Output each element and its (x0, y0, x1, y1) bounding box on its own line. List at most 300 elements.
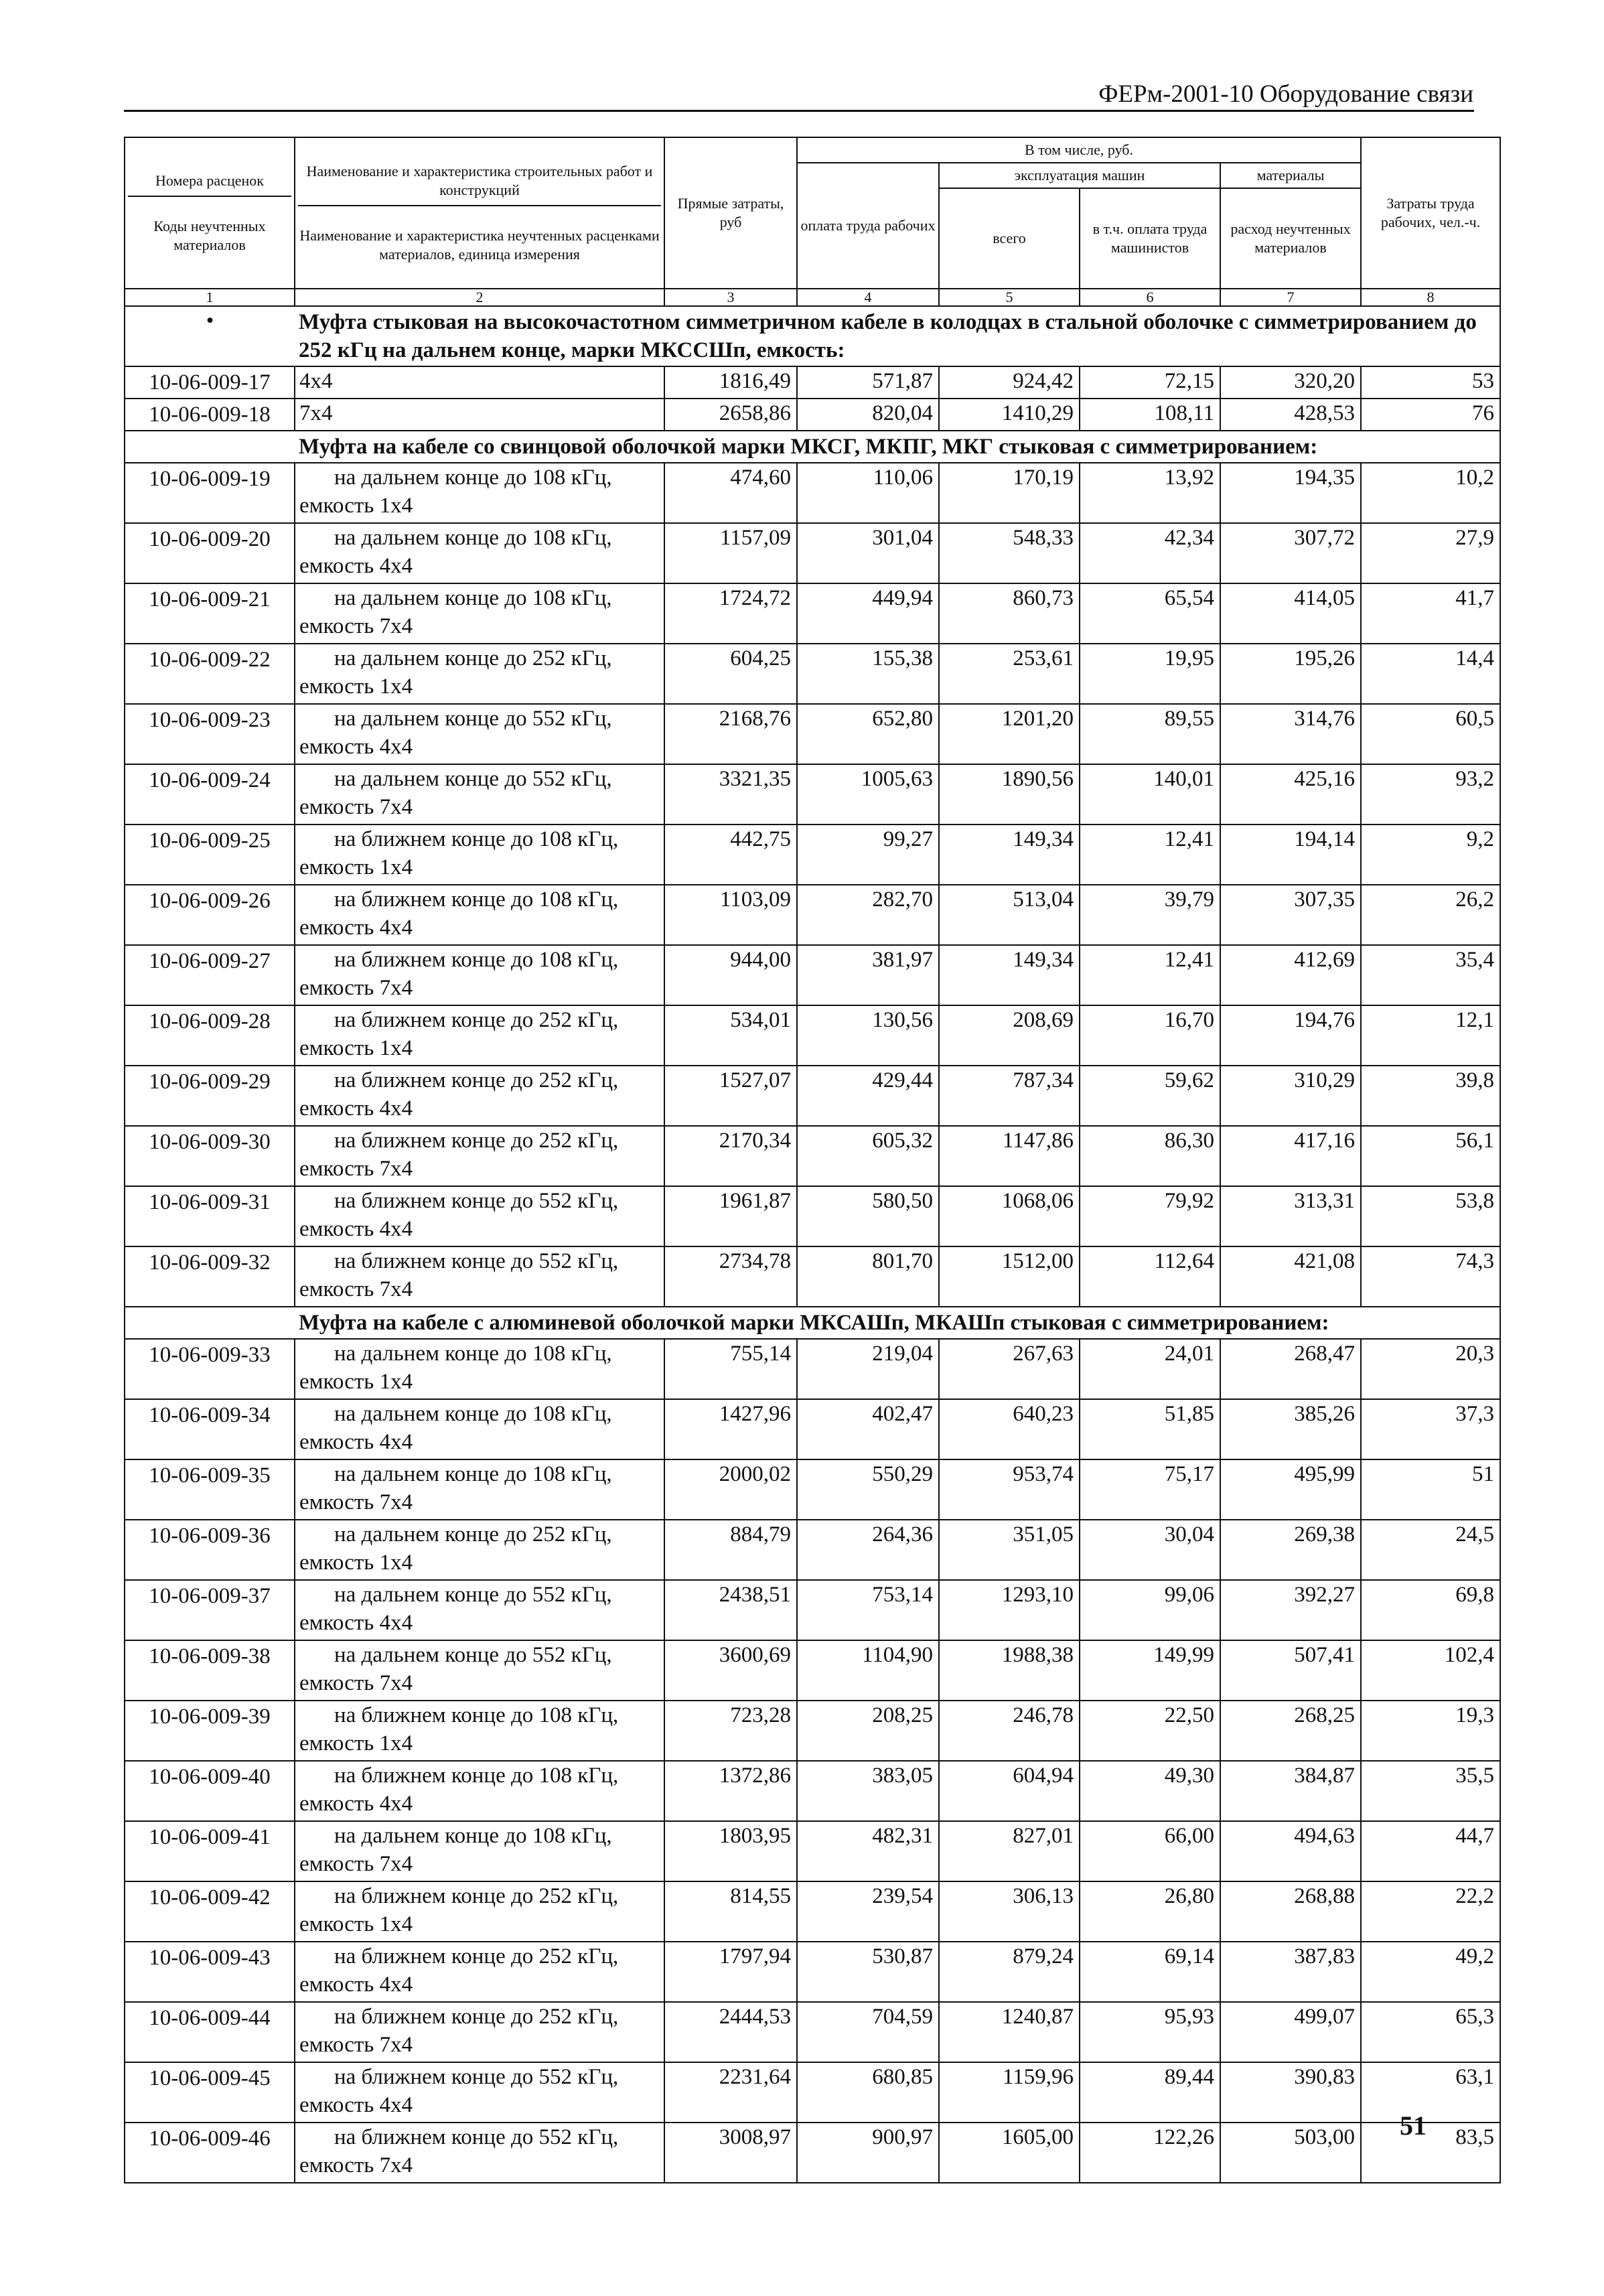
description-line-2: емкость 7х4 (299, 1490, 413, 1514)
materials-cell: 310,29 (1220, 1066, 1361, 1126)
materials-cell: 384,87 (1220, 1761, 1361, 1821)
description-line-2: емкость 1х4 (299, 1036, 413, 1060)
labor-hours-cell: 22,2 (1361, 1881, 1500, 1942)
machinist-pay-cell: 39,79 (1080, 885, 1220, 945)
labor-pay-cell: 381,97 (797, 945, 939, 1005)
materials-cell: 268,47 (1220, 1339, 1361, 1399)
machinist-pay-cell: 89,44 (1080, 2062, 1220, 2123)
description-cell (295, 1580, 664, 1640)
description-cell (295, 1186, 664, 1246)
page-number: 51 (1400, 2110, 1427, 2141)
direct-cost-cell: 2000,02 (664, 1459, 797, 1520)
header-unaccounted-materials: расход неучтенных материалов (1220, 188, 1361, 289)
labor-hours-cell: 20,3 (1361, 1339, 1500, 1399)
header-num: 4 (797, 289, 939, 306)
labor-hours-cell: 27,9 (1361, 523, 1500, 583)
direct-cost-cell: 1803,95 (664, 1821, 797, 1881)
rate-code-cell: 10-06-009-43 (125, 1942, 295, 2002)
table-row (125, 1520, 1500, 1580)
direct-cost-cell: 2168,76 (664, 704, 797, 764)
description-line-1: на дальнем конце до 552 кГц, (334, 707, 612, 731)
machinist-pay-cell: 12,41 (1080, 824, 1220, 885)
table-row (125, 1701, 1500, 1761)
header-numbers-row (125, 289, 1500, 306)
section-title: Муфта на кабеле со свинцовой оболочкой марки МКСГ, МКПГ, МКГ стыковая с симметрированием: (295, 431, 1500, 463)
rate-code-cell: 10-06-009-31 (125, 1186, 295, 1246)
direct-cost-cell: 1427,96 (664, 1399, 797, 1459)
description-line-2: емкость 1х4 (299, 674, 413, 699)
materials-cell: 385,26 (1220, 1399, 1361, 1459)
description-line-1: 4х4 (299, 369, 333, 393)
machine-cost-cell: 267,63 (939, 1339, 1080, 1399)
header-num: 6 (1080, 289, 1220, 306)
materials-cell: 421,08 (1220, 1246, 1361, 1307)
description-cell (295, 1005, 664, 1066)
machinist-pay-cell: 72,15 (1080, 366, 1220, 399)
header-machine-operation: эксплуатация машин (939, 163, 1220, 188)
direct-cost-cell: 814,55 (664, 1881, 797, 1942)
description-cell (295, 2062, 664, 2123)
table-row (125, 945, 1500, 1005)
machinist-pay-cell: 122,26 (1080, 2123, 1220, 2183)
materials-cell: 313,31 (1220, 1186, 1361, 1246)
rate-code-cell: 10-06-009-33 (125, 1339, 295, 1399)
labor-pay-cell: 680,85 (797, 2062, 939, 2123)
labor-hours-cell: 19,3 (1361, 1701, 1500, 1761)
machine-cost-cell: 351,05 (939, 1520, 1080, 1580)
header-direct-costs: Прямые затраты, руб (664, 137, 797, 289)
rate-code-cell: 10-06-009-29 (125, 1066, 295, 1126)
rate-code-cell: 10-06-009-39 (125, 1701, 295, 1761)
machinist-pay-cell: 30,04 (1080, 1520, 1220, 1580)
description-line-1: на дальнем конце до 552 кГц, (334, 1583, 612, 1607)
description-line-1: на дальнем конце до 252 кГц, (334, 646, 612, 670)
section-row (125, 431, 1500, 463)
labor-pay-cell: 130,56 (797, 1005, 939, 1066)
labor-pay-cell: 282,70 (797, 885, 939, 945)
machine-cost-cell: 149,34 (939, 945, 1080, 1005)
rate-code-cell: 10-06-009-40 (125, 1761, 295, 1821)
description-cell (295, 583, 664, 644)
materials-cell: 268,88 (1220, 1881, 1361, 1942)
materials-cell: 507,41 (1220, 1640, 1361, 1701)
labor-pay-cell: 99,27 (797, 824, 939, 885)
description-cell (295, 1942, 664, 2002)
header-in-total: В том числе, руб. (797, 137, 1361, 163)
machine-cost-cell: 208,69 (939, 1005, 1080, 1066)
machine-cost-cell: 953,74 (939, 1459, 1080, 1520)
table-row (125, 366, 1500, 399)
description-line-2: емкость 7х4 (299, 2033, 413, 2057)
table-row (125, 824, 1500, 885)
description-line-2: емкость 1х4 (299, 1370, 413, 1394)
table-row (125, 1399, 1500, 1459)
machine-cost-cell: 306,13 (939, 1881, 1080, 1942)
section-title: Муфта на кабеле с алюминевой оболочкой марки МКСАШп, МКАШп стыковая с симметрированием: (295, 1307, 1500, 1339)
description-line-2: емкость 4х4 (299, 1972, 413, 1997)
machinist-pay-cell: 108,11 (1080, 399, 1220, 431)
materials-cell: 494,63 (1220, 1821, 1361, 1881)
labor-hours-cell: 93,2 (1361, 764, 1500, 824)
description-line-2: емкость 4х4 (299, 1611, 413, 1635)
machine-cost-cell: 1605,00 (939, 2123, 1080, 2183)
description-line-2: емкость 7х4 (299, 1277, 413, 1301)
labor-pay-cell: 208,25 (797, 1701, 939, 1761)
description-cell (295, 704, 664, 764)
description-line-2: емкость 1х4 (299, 855, 413, 879)
table-row (125, 583, 1500, 644)
machine-cost-cell: 246,78 (939, 1701, 1080, 1761)
header-materials: материалы (1220, 163, 1361, 188)
labor-pay-cell: 1005,63 (797, 764, 939, 824)
labor-pay-cell: 820,04 (797, 399, 939, 431)
header-num: 8 (1361, 289, 1500, 306)
materials-cell: 425,16 (1220, 764, 1361, 824)
description-line-1: на дальнем конце до 552 кГц, (334, 767, 612, 791)
machinist-pay-cell: 140,01 (1080, 764, 1220, 824)
direct-cost-cell: 3008,97 (664, 2123, 797, 2183)
direct-cost-cell: 2734,78 (664, 1246, 797, 1307)
rate-code-cell: 10-06-009-44 (125, 2002, 295, 2062)
description-cell (295, 1701, 664, 1761)
header-col2 (295, 137, 664, 289)
machine-cost-cell: 1159,96 (939, 2062, 1080, 2123)
direct-cost-cell: 534,01 (664, 1005, 797, 1066)
header-num: 7 (1220, 289, 1361, 306)
description-line-1: на ближнем конце до 252 кГц, (334, 1944, 619, 1968)
machinist-pay-cell: 59,62 (1080, 1066, 1220, 1126)
rate-code-cell: 10-06-009-23 (125, 704, 295, 764)
labor-pay-cell: 652,80 (797, 704, 939, 764)
table-body (125, 137, 1500, 2183)
labor-hours-cell: 102,4 (1361, 1640, 1500, 1701)
labor-hours-cell: 65,3 (1361, 2002, 1500, 2062)
description-line-2: емкость 1х4 (299, 1731, 413, 1755)
header-machinist-pay: в т.ч. оплата труда машинистов (1080, 188, 1220, 289)
table-row (125, 885, 1500, 945)
description-line-2: емкость 1х4 (299, 1912, 413, 1936)
labor-pay-cell: 900,97 (797, 2123, 939, 2183)
labor-pay-cell: 801,70 (797, 1246, 939, 1307)
header-machine-total: всего (939, 188, 1080, 289)
direct-cost-cell: 1372,86 (664, 1761, 797, 1821)
machinist-pay-cell: 112,64 (1080, 1246, 1220, 1307)
labor-pay-cell: 580,50 (797, 1186, 939, 1246)
header-labor-pay: оплата труда рабочих (797, 163, 939, 289)
direct-cost-cell: 1961,87 (664, 1186, 797, 1246)
labor-hours-cell: 60,5 (1361, 704, 1500, 764)
title-rule (124, 110, 1474, 112)
description-line-1: на дальнем конце до 108 кГц, (334, 526, 612, 550)
labor-hours-cell: 35,5 (1361, 1761, 1500, 1821)
labor-pay-cell: 110,06 (797, 463, 939, 523)
labor-hours-cell: 24,5 (1361, 1520, 1500, 1580)
direct-cost-cell: 1816,49 (664, 366, 797, 399)
table-row (125, 2123, 1500, 2183)
description-line-2: емкость 7х4 (299, 614, 413, 638)
rate-code-cell: 10-06-009-37 (125, 1580, 295, 1640)
rate-code-cell: 10-06-009-38 (125, 1640, 295, 1701)
description-line-2: емкость 4х4 (299, 1096, 413, 1121)
table-row (125, 399, 1500, 431)
description-line-1: на ближнем конце до 252 кГц, (334, 1068, 619, 1092)
description-line-2: емкость 7х4 (299, 1671, 413, 1695)
description-line-1: на ближнем конце до 552 кГц, (334, 1249, 619, 1273)
labor-pay-cell: 704,59 (797, 2002, 939, 2062)
table-row (125, 523, 1500, 583)
table-row (125, 764, 1500, 824)
direct-cost-cell: 604,25 (664, 644, 797, 704)
labor-hours-cell: 35,4 (1361, 945, 1500, 1005)
description-line-1: на ближнем конце до 108 кГц, (334, 948, 619, 972)
description-line-1: на ближнем конце до 108 кГц, (334, 1703, 619, 1727)
description-cell (295, 644, 664, 704)
machinist-pay-cell: 65,54 (1080, 583, 1220, 644)
header-num: 5 (939, 289, 1080, 306)
description-line-2: емкость 7х4 (299, 795, 413, 819)
direct-cost-cell: 1157,09 (664, 523, 797, 583)
labor-pay-cell: 429,44 (797, 1066, 939, 1126)
labor-hours-cell: 14,4 (1361, 644, 1500, 704)
header-col2-bottom: Наименование и характеристика неучтенных расценками материалов, единица измерения (299, 227, 660, 263)
table-row (125, 1761, 1500, 1821)
description-line-1: на ближнем конце до 108 кГц, (334, 1764, 619, 1788)
table-row (125, 1821, 1500, 1881)
machine-cost-cell: 170,19 (939, 463, 1080, 523)
materials-cell: 307,72 (1220, 523, 1361, 583)
description-line-2: емкость 7х4 (299, 1157, 413, 1181)
description-line-1: на ближнем конце до 252 кГц, (334, 1129, 619, 1153)
description-cell (295, 523, 664, 583)
machinist-pay-cell: 69,14 (1080, 1942, 1220, 2002)
header-num: 2 (295, 289, 664, 306)
labor-hours-cell: 76 (1361, 399, 1500, 431)
description-cell (295, 1066, 664, 1126)
description-line-1: на дальнем конце до 252 кГц, (334, 1522, 612, 1547)
labor-pay-cell: 482,31 (797, 1821, 939, 1881)
description-line-1: на ближнем конце до 552 кГц, (334, 1189, 619, 1213)
table-row (125, 704, 1500, 764)
header-num: 1 (125, 289, 295, 306)
description-cell (295, 1821, 664, 1881)
description-cell (295, 1881, 664, 1942)
description-line-1: на дальнем конце до 108 кГц, (334, 1342, 612, 1366)
direct-cost-cell: 1797,94 (664, 1942, 797, 2002)
section-mark (125, 1307, 295, 1339)
table-row (125, 1339, 1500, 1399)
machinist-pay-cell: 26,80 (1080, 1881, 1220, 1942)
rate-code-cell: 10-06-009-21 (125, 583, 295, 644)
labor-hours-cell: 63,1 (1361, 2062, 1500, 2123)
machine-cost-cell: 860,73 (939, 583, 1080, 644)
machine-cost-cell: 1201,20 (939, 704, 1080, 764)
description-line-1: на дальнем конце до 108 кГц, (334, 586, 612, 610)
labor-pay-cell: 1104,90 (797, 1640, 939, 1701)
description-line-1: на дальнем конце до 108 кГц, (334, 1402, 612, 1426)
rate-code-cell: 10-06-009-36 (125, 1520, 295, 1580)
description-line-2: емкость 4х4 (299, 1430, 413, 1454)
description-line-1: на ближнем конце до 108 кГц, (334, 827, 619, 851)
description-cell (295, 1459, 664, 1520)
labor-pay-cell: 449,94 (797, 583, 939, 644)
labor-pay-cell: 550,29 (797, 1459, 939, 1520)
rate-code-cell: 10-06-009-41 (125, 1821, 295, 1881)
labor-pay-cell: 301,04 (797, 523, 939, 583)
description-line-1: на дальнем конце до 108 кГц, (334, 465, 612, 490)
labor-pay-cell: 753,14 (797, 1580, 939, 1640)
materials-cell: 194,76 (1220, 1005, 1361, 1066)
materials-cell: 268,25 (1220, 1701, 1361, 1761)
rate-code-cell: 10-06-009-35 (125, 1459, 295, 1520)
description-line-2: емкость 1х4 (299, 1551, 413, 1575)
materials-cell: 392,27 (1220, 1580, 1361, 1640)
machine-cost-cell: 1293,10 (939, 1580, 1080, 1640)
labor-hours-cell: 9,2 (1361, 824, 1500, 885)
direct-cost-cell: 755,14 (664, 1339, 797, 1399)
labor-pay-cell: 264,36 (797, 1520, 939, 1580)
machinist-pay-cell: 51,85 (1080, 1399, 1220, 1459)
machine-cost-cell: 604,94 (939, 1761, 1080, 1821)
materials-cell: 314,76 (1220, 704, 1361, 764)
labor-hours-cell: 12,1 (1361, 1005, 1500, 1066)
machine-cost-cell: 548,33 (939, 523, 1080, 583)
description-line-1: на дальнем конце до 108 кГц, (334, 1462, 612, 1486)
materials-cell: 387,83 (1220, 1942, 1361, 2002)
rate-code-cell: 10-06-009-18 (125, 399, 295, 431)
materials-cell: 428,53 (1220, 399, 1361, 431)
description-line-1: на дальнем конце до 552 кГц, (334, 1643, 612, 1667)
table-row (125, 463, 1500, 523)
header-labor-costs: Затраты труда рабочих, чел.-ч. (1361, 137, 1500, 289)
labor-hours-cell: 69,8 (1361, 1580, 1500, 1640)
rate-code-cell: 10-06-009-25 (125, 824, 295, 885)
machinist-pay-cell: 66,00 (1080, 1821, 1220, 1881)
materials-cell: 503,00 (1220, 2123, 1361, 2183)
machine-cost-cell: 640,23 (939, 1399, 1080, 1459)
header-col1-bottom: Коды неучтенных материалов (153, 218, 266, 253)
rate-code-cell: 10-06-009-45 (125, 2062, 295, 2123)
machinist-pay-cell: 12,41 (1080, 945, 1220, 1005)
description-line-2: емкость 4х4 (299, 1792, 413, 1816)
rate-code-cell: 10-06-009-17 (125, 366, 295, 399)
rate-code-cell: 10-06-009-20 (125, 523, 295, 583)
table-row (125, 1246, 1500, 1307)
description-cell (295, 1246, 664, 1307)
labor-hours-cell: 53 (1361, 366, 1500, 399)
labor-hours-cell: 56,1 (1361, 1126, 1500, 1186)
machine-cost-cell: 253,61 (939, 644, 1080, 704)
machine-cost-cell: 827,01 (939, 1821, 1080, 1881)
machine-cost-cell: 879,24 (939, 1942, 1080, 2002)
description-cell (295, 1520, 664, 1580)
machinist-pay-cell: 86,30 (1080, 1126, 1220, 1186)
machinist-pay-cell: 89,55 (1080, 704, 1220, 764)
machinist-pay-cell: 19,95 (1080, 644, 1220, 704)
table-row (125, 1186, 1500, 1246)
section-mark (125, 431, 295, 463)
machinist-pay-cell: 24,01 (1080, 1339, 1220, 1399)
labor-pay-cell: 605,32 (797, 1126, 939, 1186)
table-row (125, 1459, 1500, 1520)
header-num: 3 (664, 289, 797, 306)
machinist-pay-cell: 16,70 (1080, 1005, 1220, 1066)
direct-cost-cell: 3321,35 (664, 764, 797, 824)
machinist-pay-cell: 79,92 (1080, 1186, 1220, 1246)
description-cell (295, 764, 664, 824)
labor-hours-cell: 41,7 (1361, 583, 1500, 644)
materials-cell: 269,38 (1220, 1520, 1361, 1580)
labor-pay-cell: 402,47 (797, 1399, 939, 1459)
direct-cost-cell: 723,28 (664, 1701, 797, 1761)
description-line-1: на ближнем конце до 252 кГц, (334, 1008, 619, 1032)
description-cell (295, 1761, 664, 1821)
document-title: ФЕРм-2001-10 Оборудование связи (1098, 80, 1473, 108)
description-line-1: на ближнем конце до 552 кГц, (334, 2125, 619, 2149)
labor-hours-cell: 37,3 (1361, 1399, 1500, 1459)
description-cell (295, 399, 664, 431)
header-row-1 (125, 137, 1500, 163)
materials-cell: 195,26 (1220, 644, 1361, 704)
machine-cost-cell: 1988,38 (939, 1640, 1080, 1701)
materials-cell: 194,35 (1220, 463, 1361, 523)
labor-pay-cell: 239,54 (797, 1881, 939, 1942)
machine-cost-cell: 1240,87 (939, 2002, 1080, 2062)
machine-cost-cell: 149,34 (939, 824, 1080, 885)
materials-cell: 495,99 (1220, 1459, 1361, 1520)
labor-hours-cell: 44,7 (1361, 1821, 1500, 1881)
rate-code-cell: 10-06-009-34 (125, 1399, 295, 1459)
description-line-2: емкость 7х4 (299, 2153, 413, 2177)
direct-cost-cell: 2231,64 (664, 2062, 797, 2123)
description-line-2: емкость 7х4 (299, 1852, 413, 1876)
description-line-1: на ближнем конце до 252 кГц, (334, 2005, 619, 2029)
machine-cost-cell: 787,34 (939, 1066, 1080, 1126)
description-cell (295, 366, 664, 399)
machinist-pay-cell: 75,17 (1080, 1459, 1220, 1520)
table-row (125, 1066, 1500, 1126)
description-line-1: на ближнем конце до 108 кГц, (334, 887, 619, 912)
materials-cell: 320,20 (1220, 366, 1361, 399)
direct-cost-cell: 2170,34 (664, 1126, 797, 1186)
description-line-2: емкость 1х4 (299, 494, 413, 518)
description-line-1: на ближнем конце до 552 кГц, (334, 2065, 619, 2089)
machine-cost-cell: 1410,29 (939, 399, 1080, 431)
machinist-pay-cell: 42,34 (1080, 523, 1220, 583)
materials-cell: 307,35 (1220, 885, 1361, 945)
direct-cost-cell: 2438,51 (664, 1580, 797, 1640)
description-line-2: емкость 4х4 (299, 916, 413, 940)
table-row (125, 1881, 1500, 1942)
machinist-pay-cell: 149,99 (1080, 1640, 1220, 1701)
direct-cost-cell: 3600,69 (664, 1640, 797, 1701)
labor-pay-cell: 571,87 (797, 366, 939, 399)
description-line-1: на ближнем конце до 252 кГц, (334, 1884, 619, 1908)
rate-code-cell: 10-06-009-26 (125, 885, 295, 945)
machinist-pay-cell: 13,92 (1080, 463, 1220, 523)
machine-cost-cell: 1512,00 (939, 1246, 1080, 1307)
description-cell (295, 1640, 664, 1701)
description-line-2: емкость 4х4 (299, 1217, 413, 1241)
labor-hours-cell: 51 (1361, 1459, 1500, 1520)
labor-pay-cell: 155,38 (797, 644, 939, 704)
rate-code-cell: 10-06-009-46 (125, 2123, 295, 2183)
direct-cost-cell: 2444,53 (664, 2002, 797, 2062)
table-row (125, 1005, 1500, 1066)
description-cell (295, 1399, 664, 1459)
description-cell (295, 2002, 664, 2062)
machine-cost-cell: 513,04 (939, 885, 1080, 945)
section-mark: • (125, 306, 295, 366)
